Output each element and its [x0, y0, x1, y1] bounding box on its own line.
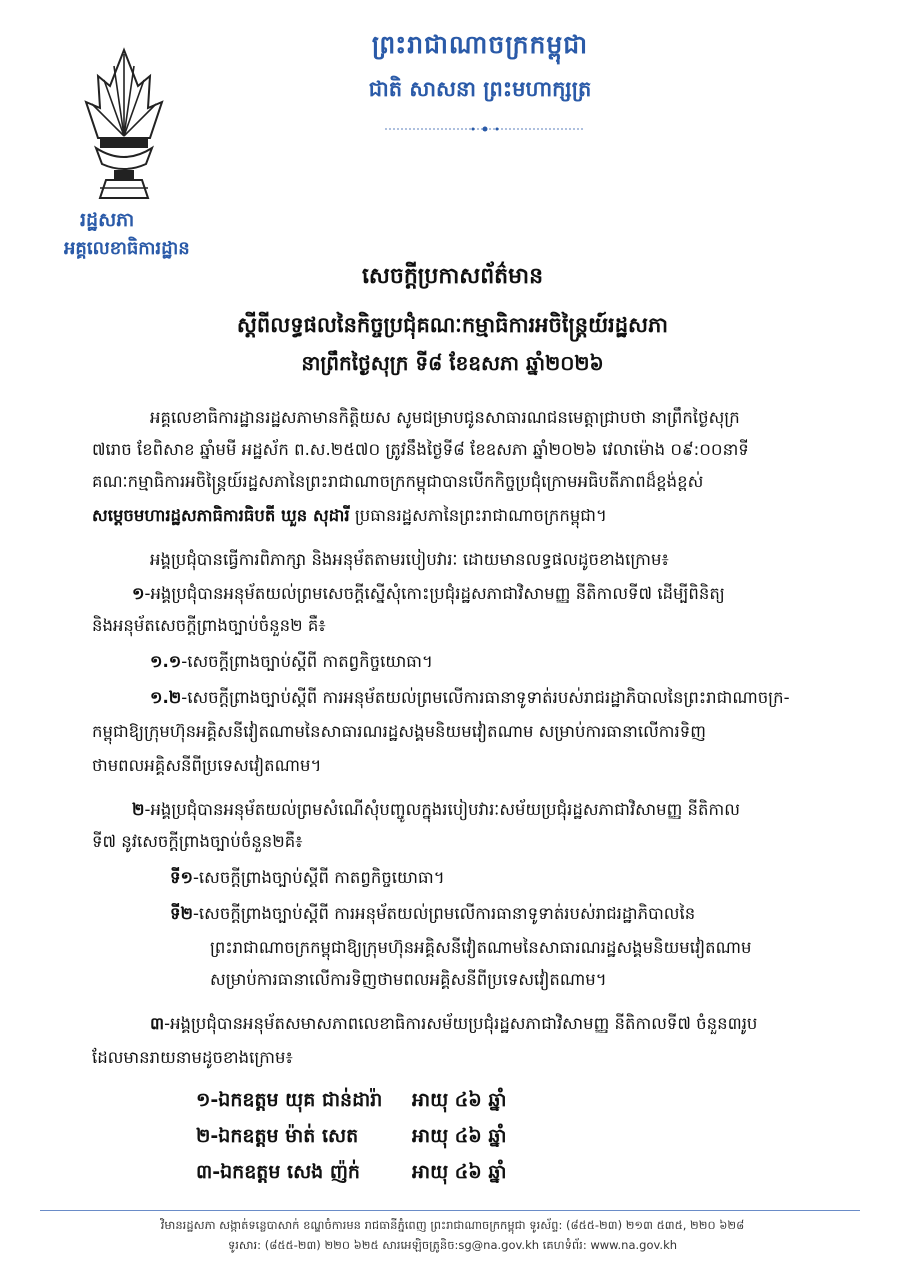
member-2-age: អាយុ ៤៦ ឆ្នាំ: [412, 1125, 507, 1147]
footer-divider: [40, 1210, 860, 1211]
section-3-text: -អង្គប្រជុំបានអនុម័តសមាសភាពលេខាធិការសម័យប្រជុំរដ្ឋសភាជាវិសាមញ្ញ នីតិកាលទី៧ ចំនួន៣រូប: [164, 1014, 758, 1033]
section-1-number: ១: [132, 584, 145, 603]
section-2-line-2: ទី៧ នូវសេចក្តីព្រាងច្បាប់ចំនួន២គឺ៖: [92, 832, 303, 851]
section-1-2-line-1: [150, 688, 790, 712]
section-1-1: [150, 652, 433, 676]
section-1-line-2: និងអនុម័តសេចក្តីព្រាងច្បាប់ចំនួន២ គឺ៖: [92, 616, 326, 635]
document-subject: ស្តីពីលទ្ធផលនៃកិច្ចប្រជុំគណៈកម្មាធិការអចិន្ត្រៃយ៍រដ្ឋសភា: [236, 313, 669, 337]
org-name: រដ្ឋសភា: [80, 209, 135, 231]
org-department: អគ្គលេខាធិការដ្ឋាន: [64, 238, 190, 259]
intro-line-2: ៧រោច ខែពិសាខ ឆ្នាំមមី អដ្ឋស័ក ព.ស.២៥៧០ ត្រូវនឹងថ្ងៃទី៨ ខែឧសភា ឆ្នាំ២០២៦ វេលាម៉ោង ០៩:០០នាទី: [92, 440, 749, 459]
national-motto: ជាតិ សាសនា ព្រះមហាក្សត្រ: [368, 77, 592, 101]
section-1-text: -អង្គប្រជុំបានអនុម័តយល់ព្រមសេចក្តីស្នើសុំកោះប្រជុំរដ្ឋសភាជាវិសាមញ្ញ នីតិកាលទី៧ ដើម្បីពិនិត្យ: [144, 584, 725, 603]
section-2-number: ២: [132, 800, 145, 819]
section-1-1-number: ១.១: [150, 652, 182, 671]
section-3-number: ៣: [150, 1014, 165, 1033]
kingdom-heading: ព្រះរាជាណាចក្រកម្ពុជា: [371, 30, 589, 59]
section-3-line-2: ដែលមានរាយនាមដូចខាងក្រោម៖: [92, 1048, 293, 1067]
document-date: នាព្រឹកថ្ងៃសុក្រ ទី៨ ខែឧសភា ឆ្នាំ២០២៦: [301, 351, 604, 375]
section-3-line-1: [150, 1014, 757, 1038]
member-2-name: ២-ឯកឧត្តម ម៉ាត់ សេត: [196, 1125, 359, 1147]
member-1-name: ១-ឯកឧត្តម យុគ ជាន់ដារ៉ា: [196, 1089, 383, 1111]
footer-contact: ទូរសារ: (៨៥៥-២៣) ២២០ ៦២៥ សារអេឡិចត្រូនិច:sg@na.gov.kh គេហទំព័រ: www.na.gov.kh: [227, 1238, 678, 1252]
section-1-2-line-2: កម្ពុជាឱ្យក្រុមហ៊ុនអគ្គិសនីវៀតណាមនៃសាធារណរដ្ឋសង្គមនិយមវៀតណាម សម្រាប់ការធានាលើការទិញ: [92, 722, 706, 741]
section-2-item-1-text: -សេចក្តីព្រាងច្បាប់ស្តីពី កាតព្វកិច្ចយោធា។: [192, 868, 445, 887]
section-2-item-2-text: -សេចក្តីព្រាងច្បាប់ស្តីពី ការអនុម័តយល់ព្រមលើការធានាទូទាត់របស់រាជរដ្ឋាភិបាលនៃ: [192, 904, 696, 923]
section-1-line-1: [132, 584, 725, 608]
section-1-1-text: -សេចក្តីព្រាងច្បាប់ស្តីពី កាតព្វកិច្ចយោធា។: [181, 652, 433, 671]
president-name: សម្តេចមហារដ្ឋសភាធិការធិបតី ឃួន សុដារី: [92, 506, 350, 525]
intro-line-1: អគ្គលេខាធិការដ្ឋានរដ្ឋសភាមានកិត្តិយស សូមជម្រាបជូនសាធារណជនមេត្តាជ្រាបថា នាព្រឹកថ្ងៃសុក្រ: [150, 408, 740, 427]
section-1-2-text: -សេចក្តីព្រាងច្បាប់ស្តីពី ការអនុម័តយល់ព្រមលើការធានាទូទាត់របស់រាជរដ្ឋាភិបាលនៃព្រះរាជាណាចក្រ-: [181, 688, 790, 707]
footer-address: វិមានរដ្ឋសភា សង្កាត់ទន្លេបាសាក់ ខណ្ឌចំការមន រាជធានីភ្នំពេញ ព្រះរាជាណាចក្រកម្ពុជា ទូរស័ព្ទ: (៨៥៥-២៣) ២១៣ ៥៣៥, ២២០ ៦២៨: [160, 1218, 745, 1232]
section-2-item-2-line-3: សម្រាប់ការធានាលើការទិញថាមពលអគ្គិសនីពីប្រទេសវៀតណាម។: [210, 970, 607, 989]
member-3-name: ៣-ឯកឧត្តម សេង ញ៉ក់: [196, 1161, 360, 1183]
section-1-2-line-3: ថាមពលអគ្គិសនីពីប្រទេសវៀតណាម។: [92, 756, 322, 775]
national-assembly-emblem-icon: [78, 46, 170, 206]
section-2-item-1: [170, 868, 445, 892]
member-1-age: អាយុ ៤៦ ឆ្នាំ: [412, 1089, 507, 1111]
intro-line-4: [92, 506, 607, 530]
document-title: សេចក្តីប្រកាសព័ត៌មាន: [361, 264, 544, 289]
section-2-item-2-line-2: ព្រះរាជាណាចក្រកម្ពុជាឱ្យក្រុមហ៊ុនអគ្គិសនីវៀតណាមនៃសាធារណរដ្ឋសង្គមនិយមវៀតណាម: [210, 938, 752, 957]
president-title: ប្រធានរដ្ឋសភានៃព្រះរាជាណាចក្រកម្ពុជា។: [349, 506, 607, 525]
section-1-2-number: ១.២: [150, 688, 182, 707]
section-2-item-1-number: ទី១: [170, 868, 193, 887]
section-2-item-2-number: ទី២: [170, 904, 193, 923]
member-3-age: អាយុ ៤៦ ឆ្នាំ: [412, 1161, 507, 1183]
agenda-line: អង្គប្រជុំបានធ្វើការពិភាក្សា និងអនុម័តតាមរបៀបវារៈ ដោយមានលទ្ធផលដូចខាងក្រោម៖: [150, 550, 669, 569]
section-2-text: -អង្គប្រជុំបានអនុម័តយល់ព្រមសំណើសុំបញ្ចូលក្នុងរបៀបវារៈសម័យប្រជុំរដ្ឋសភាជាវិសាមញ្ញ នីតិកាល: [144, 800, 740, 819]
ornament-divider-icon: [385, 124, 585, 134]
section-2-item-2-line-1: [170, 904, 695, 928]
section-2-line-1: [132, 800, 740, 824]
intro-line-3: គណៈកម្មាធិការអចិន្ត្រៃយ៍រដ្ឋសភានៃព្រះរាជាណាចក្រកម្ពុជាបានបើកកិច្ចប្រជុំក្រោមអធិបតីភាពដ៏ខ្ពង់ខ្ពស់: [92, 472, 704, 491]
